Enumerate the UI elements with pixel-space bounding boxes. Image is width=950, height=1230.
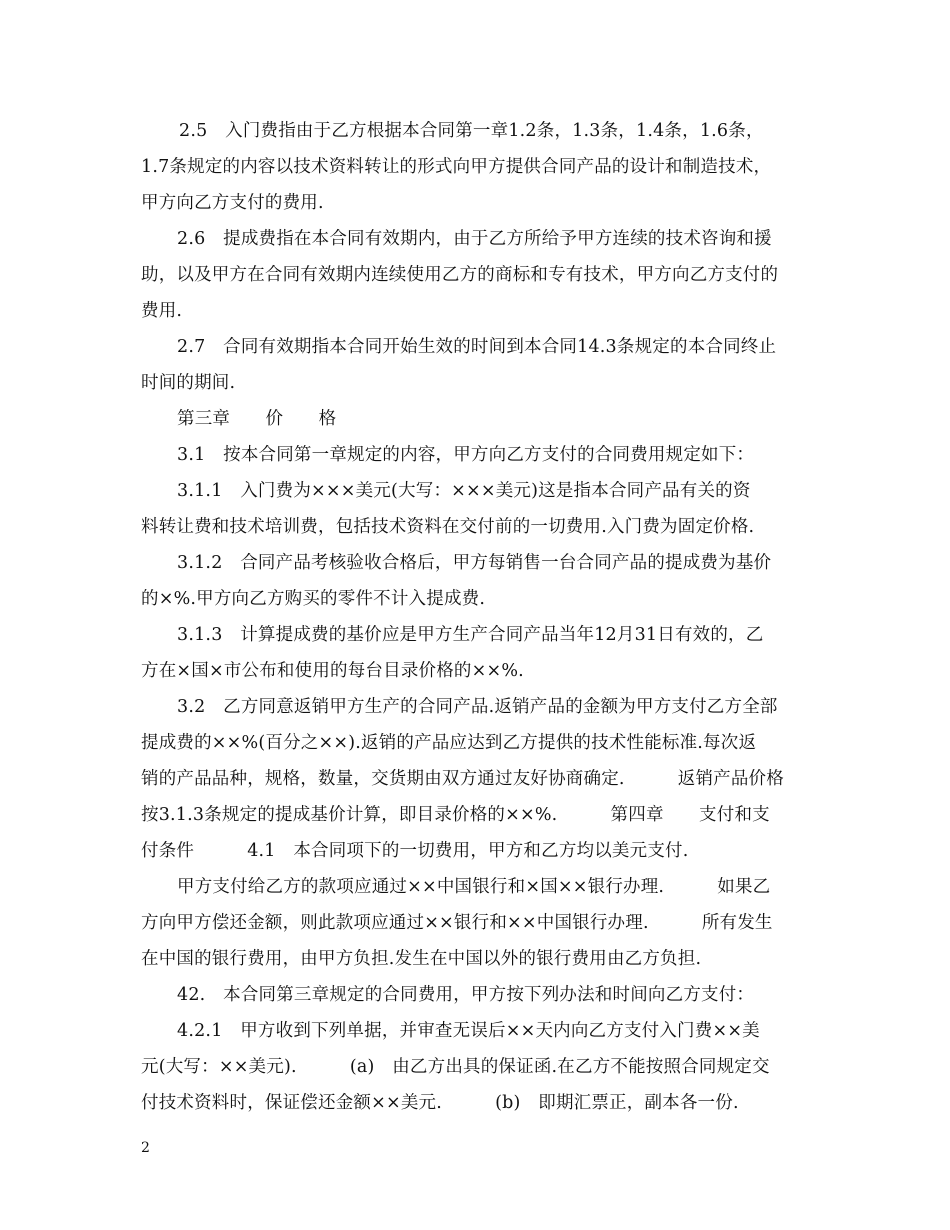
chapter-heading: 第三章 价 格 [177, 409, 337, 429]
text-line: 甲方向乙方支付的费用. [141, 193, 324, 213]
text-line: 3.1.3 计算提成费的基价应是甲方生产合同产品当年12月31日有效的，乙 [177, 625, 764, 645]
page-number: 2 [141, 1140, 150, 1156]
text-line: 销的产品品种，规格，数量，交货期由双方通过友好协商确定. 返销产品价格 [141, 769, 784, 789]
text-line: 付条件 4.1 本合同项下的一切费用，甲方和乙方均以美元支付. [141, 841, 689, 861]
text-line: 方向甲方偿还金额，则此款项应通过××银行和××中国银行办理. 所有发生 [141, 913, 773, 933]
text-line: 方在×国×市公布和使用的每台目录价格的××%. [141, 661, 524, 681]
text-line: 3.1.1 入门费为×××美元(大写：×××美元)这是指本合同产品有关的资 [177, 481, 751, 501]
text-line: 付技术资料时，保证偿还金额××美元. (b) 即期汇票正，副本各一份. [141, 1093, 739, 1113]
text-line: 料转让费和技术培训费，包括技术资料在交付前的一切费用.入门费为固定价格. [141, 517, 755, 537]
text-line: 2.7 合同有效期指本合同开始生效的时间到本合同14.3条规定的本合同终止 [177, 337, 777, 357]
text-line: 助，以及甲方在合同有效期内连续使用乙方的商标和专有技术，甲方向乙方支付的 [141, 265, 779, 285]
text-line: 在中国的银行费用，由甲方负担.发生在中国以外的银行费用由乙方负担. [141, 949, 702, 969]
text-line: 3.1 按本合同第一章规定的内容，甲方向乙方支付的合同费用规定如下： [177, 445, 755, 465]
text-line: 3.1.2 合同产品考核验收合格后，甲方每销售一台合同产品的提成费为基价 [177, 553, 772, 573]
text-line: 费用. [141, 301, 183, 321]
text-line: 的×%.甲方向乙方购买的零件不计入提成费. [141, 589, 486, 609]
text-line: 时间的期间. [141, 373, 236, 393]
text-line: 2.6 提成费指在本合同有效期内，由于乙方所给予甲方连续的技术咨询和援 [177, 229, 772, 249]
text-line: 元(大写：××美元). (a) 由乙方出具的保证函.在乙方不能按照合同规定交 [141, 1057, 770, 1077]
text-line: 42. 本合同第三章规定的合同费用，甲方按下列办法和时间向乙方支付： [177, 985, 755, 1005]
text-line: 4.2.1 甲方收到下列单据，并审查无误后××天内向乙方支付入门费××美 [177, 1021, 760, 1041]
text-line: 3.2 乙方同意返销甲方生产的合同产品.返销产品的金额为甲方支付乙方全部 [177, 697, 778, 717]
text-line: 甲方支付给乙方的款项应通过××中国银行和×国××银行办理. 如果乙 [177, 877, 771, 897]
text-line: 提成费的××%(百分之××).返销的产品应达到乙方提供的技术性能标准.每次返 [141, 733, 757, 753]
text-line: 1.7条规定的内容以技术资料转让的形式向甲方提供合同产品的设计和制造技术， [141, 157, 772, 177]
text-line: 按3.1.3条规定的提成基价计算，即目录价格的××%. 第四章 支付和支 [141, 805, 770, 825]
text-line: 2.5 入门费指由于乙方根据本合同第一章1.2条，1.3条，1.4条，1.6条， [179, 121, 764, 141]
